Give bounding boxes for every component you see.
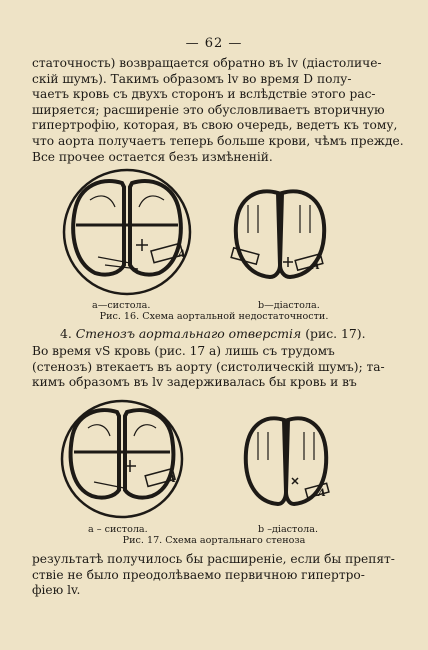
- section-heading: [60, 326, 366, 341]
- text-line: ширяется; расширеніе это обусловливаетъ вторичную: [32, 102, 385, 117]
- section-ref: (рис. 17).: [305, 326, 366, 341]
- text-line: кимъ образомъ въ lv задерживалась бы кровь и въ: [32, 375, 357, 390]
- figure-16a-systole-diagram: [60, 165, 195, 300]
- fig16-left-label: a—систола.: [92, 300, 151, 311]
- section-title: Стенозъ аортальнаго отверстія: [75, 326, 302, 341]
- text-line: Во время vS кровь (рис. 17 a) лишь съ трудомъ: [32, 344, 335, 358]
- paragraph-3: [32, 552, 398, 599]
- aorta-marker: A: [168, 474, 176, 485]
- fig17-caption: Рис. 17. Схема аортальнаго стеноза: [122, 535, 306, 546]
- section-number: 4.: [60, 326, 72, 341]
- text-line: ствіе не было преодолѣваемо первичною гипертро-: [32, 567, 365, 582]
- page-number: — 62 —: [185, 36, 243, 51]
- figure-17b-diastole-diagram: [240, 412, 332, 512]
- text-line: гипертрофію, которая, въ свою очередь, ведетъ къ тому,: [32, 118, 398, 133]
- text-line: что аорта получаетъ теперь больше крови, чѣмъ прежде.: [32, 133, 404, 148]
- text-line: (стенозъ) втекаетъ въ аорту (систолическій шумъ); та-: [32, 359, 385, 374]
- text-line: чаетъ кровь съ двухъ сторонъ и вслѣдствіе этого рас-: [32, 87, 376, 102]
- fig16-right-label: b—діастола.: [258, 300, 320, 311]
- figure-16b-diastole-diagram: [230, 185, 330, 285]
- fig17-right-label: b –діастола.: [258, 524, 319, 535]
- text-line: фіею lv.: [32, 583, 81, 598]
- text-line: Все прочее остается безъ измѣненій.: [32, 149, 273, 164]
- fig17-left-label: a – систола.: [88, 524, 148, 535]
- aorta-marker: A: [178, 249, 186, 260]
- figure-17a-systole-diagram: [58, 396, 186, 522]
- aorta-marker: A: [318, 488, 326, 499]
- text-line: статочность) возвращается обратно въ lv (діастоличе-: [32, 56, 382, 70]
- paragraph-2: [32, 344, 398, 391]
- fig16-caption: Рис. 16. Схема аортальной недостаточности.: [99, 311, 329, 322]
- paragraph-1: [32, 56, 404, 165]
- text-line: результатѣ получилось бы расширеніе, если бы препят-: [32, 552, 395, 566]
- aorta-marker: A: [312, 261, 320, 272]
- text-line: скій шумъ). Такимъ образомъ lv во время D полу-: [32, 71, 352, 86]
